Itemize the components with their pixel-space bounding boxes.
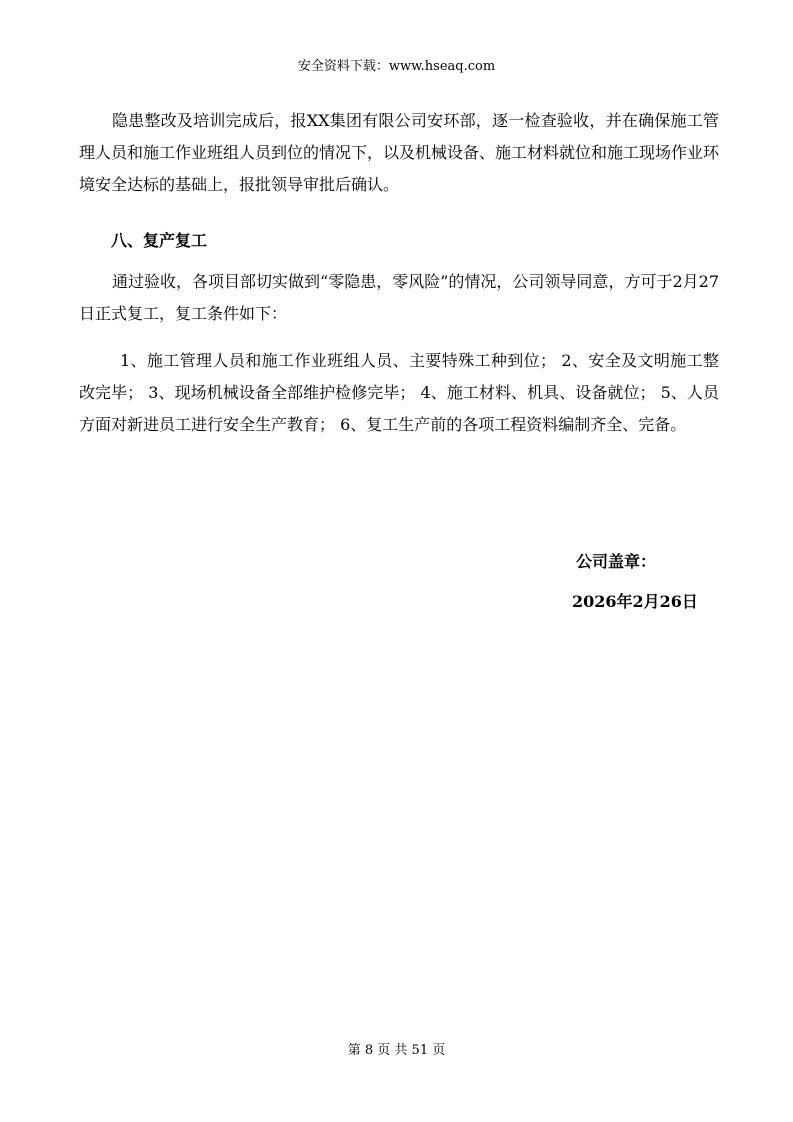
section-heading: 八、复产复工 bbox=[111, 231, 208, 250]
company-seal-label: 公司盖章： bbox=[576, 552, 657, 571]
paragraph-resumption: 通过验收，各项目部切实做到“零隐患，零风险”的情况，公司领导同意，方可于2月27日正式复工，复工条件如下： bbox=[79, 272, 719, 323]
paragraph-acceptance: 隐患整改及培训完成后，报XX集团有限公司安环部，逐一检查验收，并在确保施工管理人员和施工作业班组人员到位的情况下，以及机械设备、施工材料就位和施工现场作业环境安全达标的基础上，报批领导审批后确认。 bbox=[79, 111, 720, 194]
signature-date: 2026年2月26日 bbox=[572, 592, 698, 611]
page-footer: 第 8 页 共 51 页 bbox=[347, 1043, 446, 1058]
page-header: 安全资料下载：www.hseaq.com bbox=[297, 59, 496, 74]
paragraph-conditions: 1、施工管理人员和施工作业班组人员、主要特殊工种到位； 2、安全及文明施工整改完毕； 3、现场机械设备全部维护检修完毕； 4、施工材料、机具、设备就位； 5、人员方面对新进员工进行安全生产教育； 6、复工生产前的各项工程资料编制齐全、完备。 bbox=[79, 351, 719, 434]
